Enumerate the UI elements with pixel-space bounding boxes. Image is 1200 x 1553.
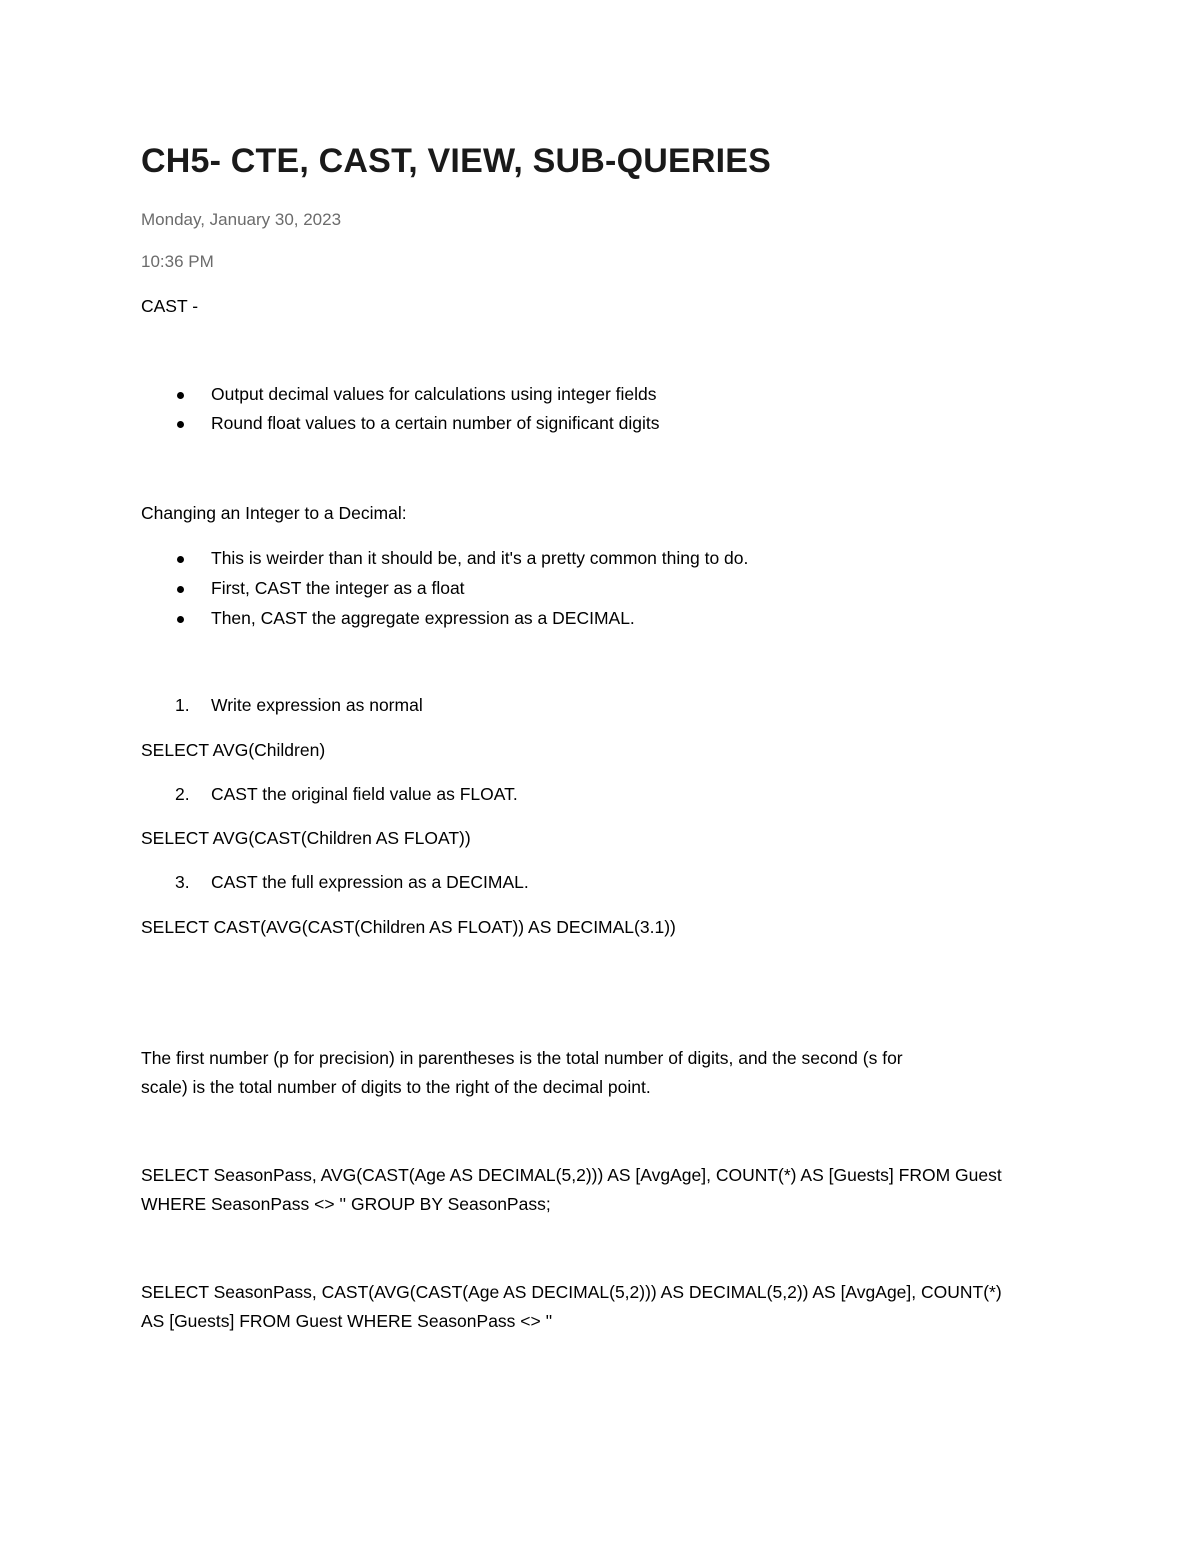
bullet-icon xyxy=(177,392,184,399)
cast-heading: CAST - xyxy=(141,296,199,316)
list-item: Then, CAST the aggregate expression as a DECIMAL. xyxy=(211,608,635,628)
code-line: SELECT SeasonPass, CAST(AVG(CAST(Age AS DECIMAL(5,2))) AS DECIMAL(5,2)) AS [AvgAge], COUNT(*) xyxy=(141,1282,1002,1302)
paragraph-line: scale) is the total number of digits to the right of the decimal point. xyxy=(141,1077,651,1097)
code-line: SELECT AVG(CAST(Children AS FLOAT)) xyxy=(141,828,471,848)
list-item: Round float values to a certain number of significant digits xyxy=(211,413,660,433)
bullet-icon xyxy=(177,421,184,428)
list-item: This is weirder than it should be, and it's a pretty common thing to do. xyxy=(211,548,749,568)
code-line: WHERE SeasonPass <> '' GROUP BY SeasonPass; xyxy=(141,1194,551,1214)
code-line: AS [Guests] FROM Guest WHERE SeasonPass <> '' xyxy=(141,1311,553,1331)
bullet-icon xyxy=(177,556,184,563)
code-line: SELECT SeasonPass, AVG(CAST(Age AS DECIMAL(5,2))) AS [AvgAge], COUNT(*) AS [Guests] FROM Guest xyxy=(141,1165,1002,1185)
list-item: Output decimal values for calculations using integer fields xyxy=(211,384,657,404)
bullet-icon xyxy=(177,586,184,593)
note-time: 10:36 PM xyxy=(141,252,214,271)
paragraph-line: The first number (p for precision) in parentheses is the total number of digits, and the second (s for xyxy=(141,1048,903,1068)
page-title: CH5- CTE, CAST, VIEW, SUB-QUERIES xyxy=(141,142,772,180)
step-text: CAST the original field value as FLOAT. xyxy=(211,784,518,804)
step-number: 3. xyxy=(175,872,190,892)
step-number: 2. xyxy=(175,784,190,804)
code-line: SELECT AVG(Children) xyxy=(141,740,326,760)
step-text: Write expression as normal xyxy=(211,695,423,715)
changing-heading: Changing an Integer to a Decimal: xyxy=(141,503,407,523)
note-date: Monday, January 30, 2023 xyxy=(141,210,342,229)
bullet-icon xyxy=(177,616,184,623)
step-text: CAST the full expression as a DECIMAL. xyxy=(211,872,529,892)
code-line: SELECT CAST(AVG(CAST(Children AS FLOAT)) AS DECIMAL(3.1)) xyxy=(141,917,676,937)
list-item: First, CAST the integer as a float xyxy=(211,578,465,598)
step-number: 1. xyxy=(175,695,190,715)
